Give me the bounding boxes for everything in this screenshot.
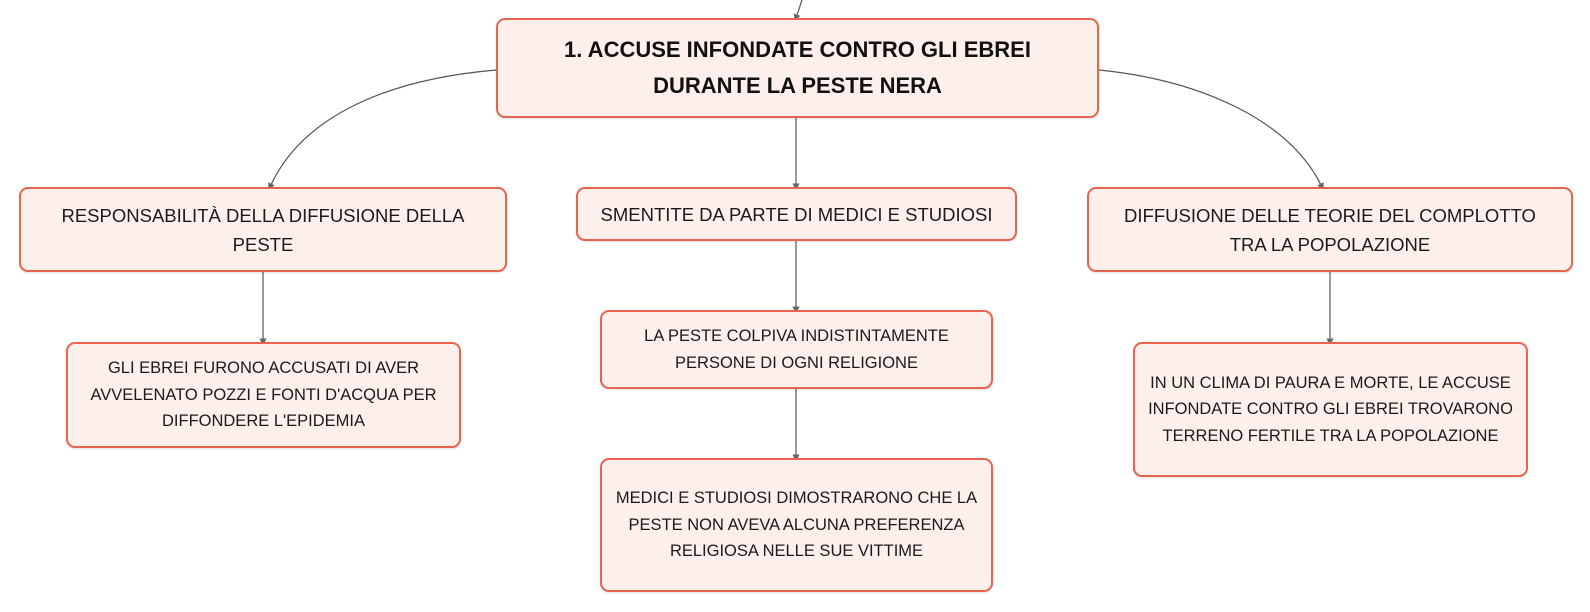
branch-node-diffusione-teorie[interactable] xyxy=(1087,187,1573,272)
connector-root-to-branch-1 xyxy=(270,70,496,187)
root-node-label: 1. ACCUSE INFONDATE CONTRO GLI EBREI DURANTE LA PESTE NERA xyxy=(564,37,1031,98)
branch-node-smentite[interactable] xyxy=(576,187,1017,241)
leaf-node-clima-paura-label: IN UN CLIMA DI PAURA E MORTE, LE ACCUSE INFONDATE CONTRO GLI EBREI TROVARONO TERRENO FERTILE TRA LA POPOLAZIONE xyxy=(1148,373,1513,445)
leaf-node-accuse-avvelenamento-label: GLI EBREI FURONO ACCUSATI DI AVER AVVELENATO POZZI E FONTI D'ACQUA PER DIFFONDERE L'EPIDEMIA xyxy=(90,359,437,431)
branch-node-smentite-label: SMENTITE DA PARTE DI MEDICI E STUDIOSI xyxy=(600,203,993,225)
leaf-node-medici-dimostrarono[interactable] xyxy=(600,458,993,592)
leaf-node-peste-colpiva-label: LA PESTE COLPIVA INDISTINTAMENTE PERSONE DI OGNI RELIGIONE xyxy=(644,327,949,372)
leaf-node-accuse-avvelenamento[interactable] xyxy=(66,342,461,448)
branch-node-diffusione-teorie-label: DIFFUSIONE DELLE TEORIE DEL COMPLOTTO TRA LA POPOLAZIONE xyxy=(1124,204,1536,255)
branch-node-responsabilita[interactable] xyxy=(19,187,507,272)
leaf-node-medici-dimostrarono-label: MEDICI E STUDIOSI DIMOSTRARONO CHE LA PESTE NON AVEVA ALCUNA PREFERENZA RELIGIOSA NELLE SUE VITTIME xyxy=(615,489,978,561)
leaf-node-peste-colpiva[interactable] xyxy=(600,310,993,389)
leaf-node-clima-paura[interactable] xyxy=(1133,342,1528,477)
root-node[interactable] xyxy=(496,18,1099,118)
connector-incoming-top xyxy=(796,0,802,18)
branch-node-responsabilita-label: RESPONSABILITÀ DELLA DIFFUSIONE DELLA PESTE xyxy=(61,204,465,255)
connector-root-to-branch-3 xyxy=(1099,70,1322,187)
